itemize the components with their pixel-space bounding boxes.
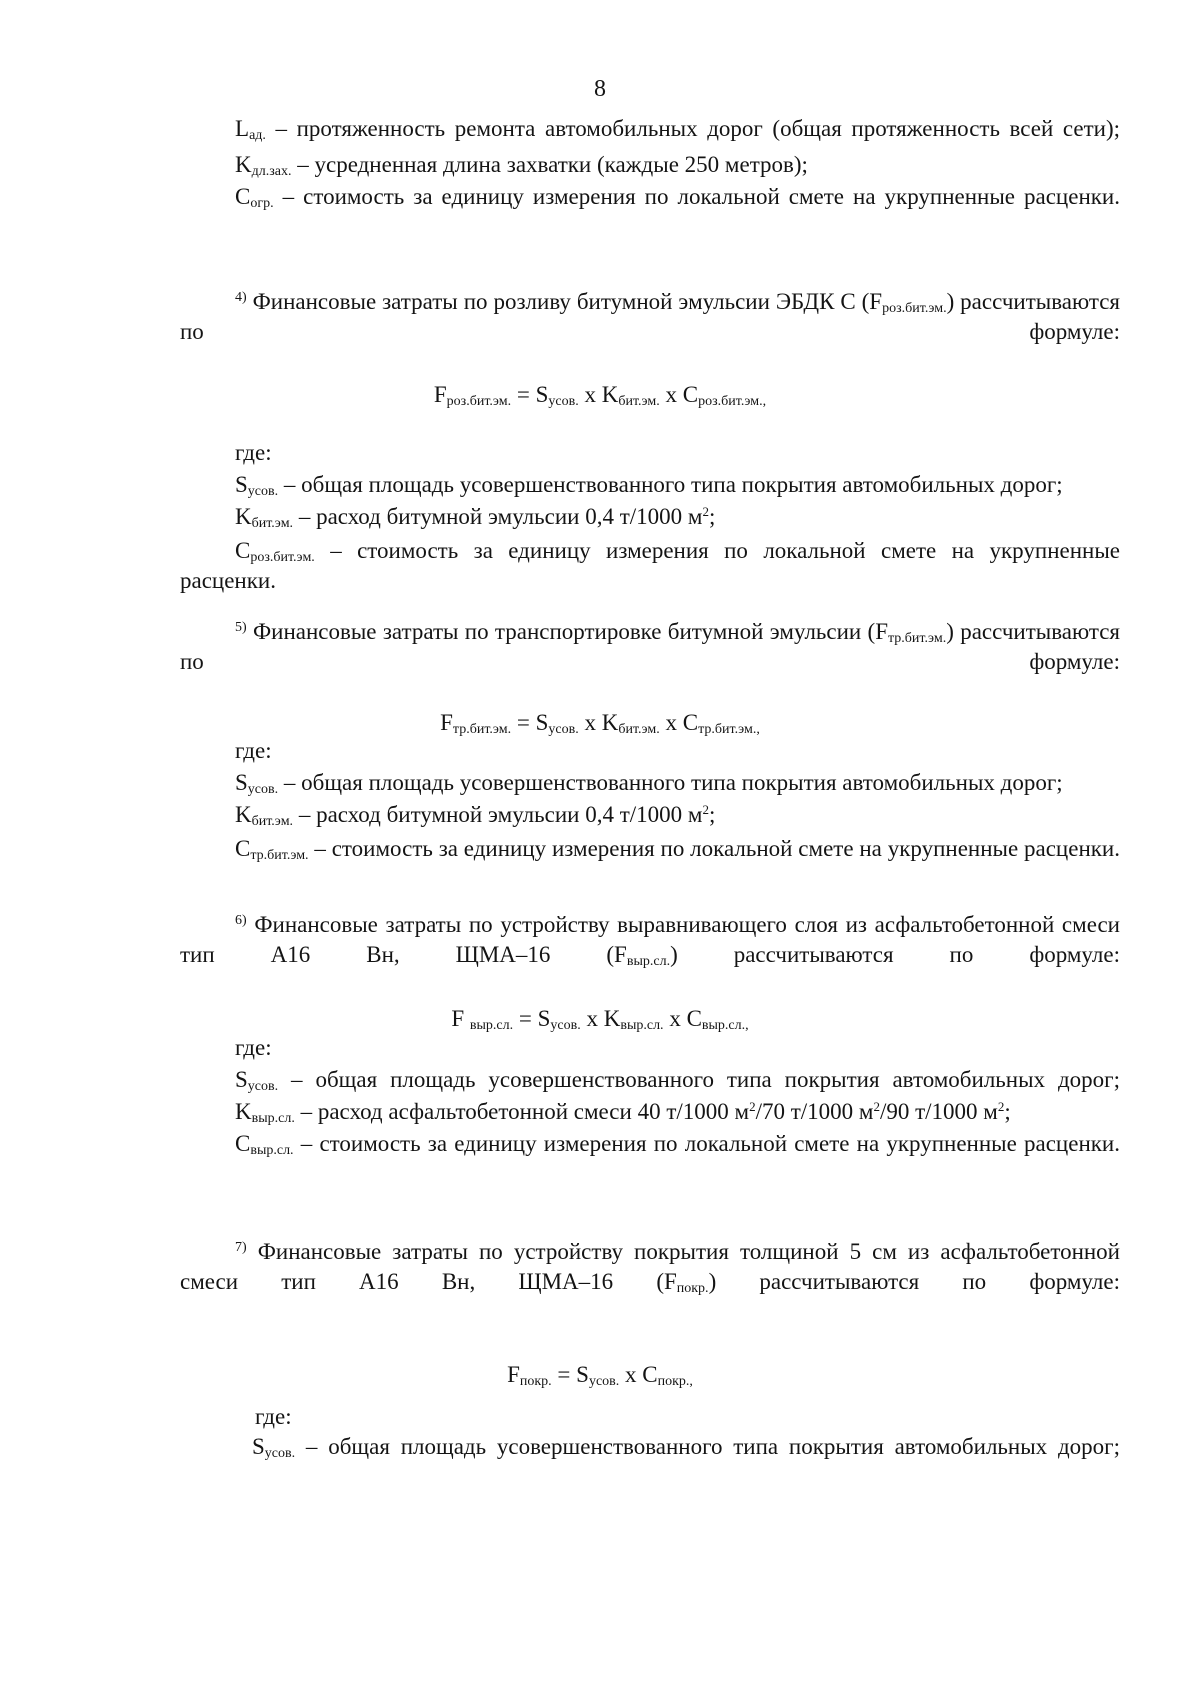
term-k-bit-em: $K_{бит.эм.}$ – расход битумной эмульсии 0,4 т/1000 $м^2$; [235,504,716,531]
section-6-heading: $^{6)}$ Финансовые затраты по устройству выравнивающего слоя из асфальтобетонной смеси тип А16 Вн, ЩМА–16 $(F_{выр.сл.})$ рассчитываются по формуле: [180,912,1120,969]
section-number: 6) [235,913,247,928]
section-number: 4) [235,290,247,305]
term-s-usov: $S_{усов.}$ – общая площадь усовершенствованного типа покрытия автомобильных дорог; [235,770,1063,797]
section-7-heading: $^{7)}$ Финансовые затраты по устройству покрытия толщиной 5 см из асфальтобетонной смеси тип А16 Вн, ЩМА–16 $(F_{покр.})$ рассчитываются по формуле: [180,1239,1121,1296]
where-label: где: [235,1035,272,1060]
formula-section-4: $F_{роз.бит.эм.} = S_{усов.}$ х $K_{бит.эм.}$ х $C_{роз.бит.эм.,}$ [433,382,767,409]
term-k-bit-em: $K_{бит.эм.}$ – расход битумной эмульсии 0,4 т/1000 $м^2$; [235,802,716,829]
term-s-usov: $S_{усов.}$ – общая площадь усовершенствованного типа покрытия автомобильных дорог; [235,472,1063,499]
section-7-term-list [180,1432,1120,1462]
section-number: 5) [235,620,247,635]
definition-k-dl-zah: $K_{дл.зах.}$ – усредненная длина захватки (каждые 250 метров); [235,152,808,179]
where-label: где: [255,1404,292,1429]
section-7-terms [200,1402,1120,1432]
term-c-vyr-sl: $C_{выр.сл.}$ – стоимость за единицу измерения по локальной смете на укрупненные расценки. [235,1131,1120,1158]
term-s-usov: $S_{усов.}$ – общая площадь усовершенствованного типа покрытия автомобильных дорог; [235,1067,1120,1094]
where-label: где: [235,440,272,465]
intro-definitions [180,114,1120,212]
where-label: где: [235,738,272,763]
section-number: 7) [235,1240,247,1255]
section-4-terms [180,438,1120,596]
term-s-usov: $S_{усов.}$ – общая площадь усовершенствованного типа покрытия автомобильных дорог; [252,1434,1120,1461]
term-k-vyr-sl: $K_{выр.сл.}$ – расход асфальтобетонной смеси 40 т/1000 $м^2/70$ т/1000 $м^2/90$ т/1000 $м^2$; [235,1099,1011,1126]
term-c-tr-bit-em: $C_{тр.бит.эм.}$ – стоимость за единицу измерения по локальной смете на укрупненные расценки. [235,836,1120,863]
definition-l-ad: $L_{ад.}$ – протяженность ремонта автомобильных дорог (общая протяженность всей сети); [235,116,1120,143]
formula-section-5: $F_{тр.бит.эм.} = S_{усов.}$ х $K_{бит.эм.}$ х $C_{тр.бит.эм.,}$ [440,710,760,737]
definition-c-ogr: $C_{огр.}$ – стоимость за единицу измерения по локальной смете на укрупненные расценки. [235,184,1120,211]
section-5-heading: $^{5)}$ Финансовые затраты по транспортировке битумной эмульсии $(F_{тр.бит.эм.})$ рассчитываются по формуле: [180,619,1121,674]
formula-section-7: $F_{покр.} = S_{усов.}$ х $C_{покр.,}$ [507,1362,693,1389]
formula-section-6: F $_{выр.сл.} = S_{усов.}$ х $K_{выр.сл.}$ х $C_{выр.сл.,}$ [451,1006,749,1033]
section-5-terms [180,736,1120,864]
section-6-terms [180,1033,1120,1159]
page-number: 8 [594,76,606,102]
section-4-heading: $^{4)}$ Финансовые затраты по розливу битумной эмульсии ЭБДК С $(F_{роз.бит.эм.})$ рассчитываются по формуле: [180,289,1120,344]
term-c-roz-bit-em: $C_{роз.бит.эм.}$ – стоимость за единицу измерения по локальной смете на укрупненные расценки. [180,538,1120,593]
